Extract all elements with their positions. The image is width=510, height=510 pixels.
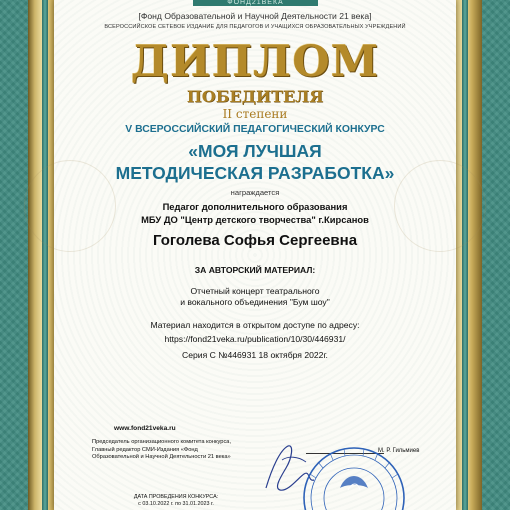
fund-logo-text: ФОНД21ВЕКА bbox=[227, 0, 284, 6]
winner-label: ПОБЕДИТЕЛЯ bbox=[186, 87, 324, 106]
contest-name-line-2: МЕТОДИЧЕСКАЯ РАЗРАБОТКА» bbox=[115, 163, 395, 183]
contest-name-line-1: «МОЯ ЛУЧШАЯ bbox=[188, 141, 322, 161]
publication-url[interactable]: https://fond21veka.ru/publication/10/30/446931/ bbox=[164, 334, 346, 344]
contest-dates bbox=[116, 494, 236, 507]
fund-name: [Фонд Образовательной и Научной Деятельности 21 века] bbox=[138, 11, 372, 21]
chair-line-1: Председатель организационного комитета конкурса, bbox=[92, 439, 232, 445]
material-title-line-2: и вокального объединения "Бум шоу" bbox=[180, 297, 330, 307]
access-note: Материал находится в открытом доступе по адресу: bbox=[150, 320, 360, 330]
signer-name: М. Р. Гильмиев bbox=[378, 448, 420, 454]
recipient-name: Гоголева Софья Сергеевна bbox=[152, 232, 358, 249]
degree-label: II степени bbox=[222, 107, 288, 121]
contest-date-range: с 03.10.2022 г. по 31.01.2023 г. bbox=[138, 500, 214, 507]
fund-subtitle: ВСЕРОССИЙСКОЕ СЕТЕВОЕ ИЗДАНИЕ ДЛЯ ПЕДАГОГОВ И УЧАЩИХСЯ ОБРАЗОВАТЕЛЬНЫХ УЧРЕЖДЕНИЙ bbox=[104, 24, 406, 30]
chair-line-3: Образовательной и Научной Деятельности 21 века» bbox=[92, 454, 231, 461]
recipient-organization: МБУ ДО "Центр детского творчества" г.Кирсанов bbox=[141, 214, 369, 225]
site-link[interactable]: www.fond21veka.ru bbox=[114, 425, 176, 432]
chair-caption bbox=[92, 439, 282, 462]
series-number: Серия С №446931 18 октября 2022г. bbox=[182, 350, 328, 360]
chair-line-2: Главный редактор СМИ-Издания «Фонд bbox=[92, 446, 198, 453]
fund-logo-tab bbox=[193, 0, 318, 6]
contest-date-label: ДАТА ПРОВЕДЕНИЯ КОНКУРСА: bbox=[133, 494, 219, 500]
recipient-position: Педагог дополнительного образования bbox=[162, 201, 348, 212]
material-title-line-1: Отчетный концерт театрального bbox=[190, 286, 320, 296]
diploma-title: ДИПЛОМ bbox=[130, 37, 380, 87]
official-stamp bbox=[300, 444, 408, 510]
material-heading: ЗА АВТОРСКИЙ МАТЕРИАЛ: bbox=[194, 265, 316, 275]
awarded-label: награждается bbox=[230, 188, 280, 197]
contest-label: V ВСЕРОССИЙСКИЙ ПЕДАГОГИЧЕСКИЙ КОНКУРС bbox=[125, 124, 385, 135]
